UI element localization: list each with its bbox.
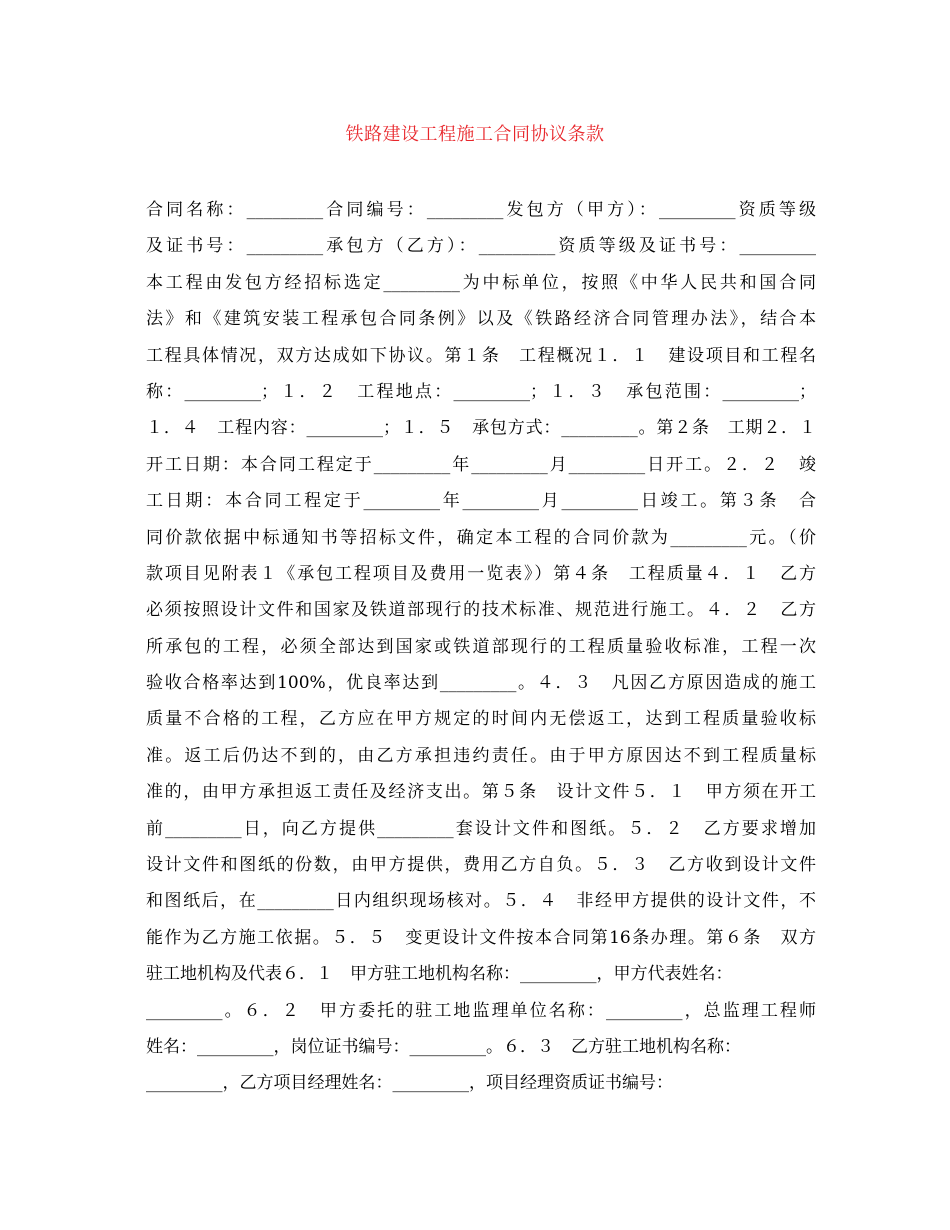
body-line: 合同名称：_________合同编号：_________发包方（甲方）：_________资质等级	[146, 200, 816, 220]
body-line: 必须按照设计文件和国家及铁道部现行的技术标准、规范进行施工。４．２ 乙方	[146, 600, 816, 621]
body-line: 前_________日，向乙方提供_________套设计文件和图纸。５．２ 乙方要求增加	[146, 818, 816, 839]
body-line: 开工日期：本合同工程定于_________年_________月_________日开工。２．２ 竣	[146, 454, 816, 475]
body-line: _________，乙方项目经理姓名：_________，项目经理资质证书编号：	[146, 1073, 673, 1094]
body-line: 能作为乙方施工依据。５．５ 变更设计文件按本合同第16条办理。第６条 双方	[146, 927, 816, 948]
document-title: 铁路建设工程施工合同协议条款	[345, 124, 605, 145]
body-line: 姓名：_________，岗位证书编号：_________。６．３ 乙方驻工地机构名称：	[146, 1036, 741, 1057]
body-line: 质量不合格的工程，乙方应在甲方规定的时间内无偿返工，达到工程质量验收标	[146, 709, 816, 730]
body-line: 称：_________；１．２ 工程地点：_________；１．３ 承包范围：_________；	[146, 381, 816, 402]
body-line: 及证书号：_________承包方（乙方）：_________资质等级及证书号：_________	[146, 236, 816, 257]
body-line: 准。返工后仍达不到的，由乙方承担违约责任。由于甲方原因达不到工程质量标	[146, 745, 816, 766]
body-line: _________。６．２ 甲方委托的驻工地监理单位名称：_________，总监理工程师	[146, 1000, 816, 1021]
body-line: 和图纸后，在_________日内组织现场核对。５．４ 非经甲方提供的设计文件，不	[146, 891, 816, 912]
body-line: 驻工地机构及代表６．１ 甲方驻工地机构名称：_________，甲方代表姓名：	[146, 964, 733, 985]
body-line: 所承包的工程，必须全部达到国家或铁道部现行的工程质量验收标准，工程一次	[146, 636, 816, 657]
body-line: 准的，由甲方承担返工责任及经济支出。第５条 设计文件５．１ 甲方须在开工	[146, 782, 816, 803]
body-line: 款项目见附表１《承包工程项目及费用一览表》）第４条 工程质量４．１ 乙方	[146, 563, 816, 584]
body-line: 法》和《建筑安装工程承包合同条例》以及《铁路经济合同管理办法》，结合本	[146, 309, 816, 330]
document-body	[146, 192, 816, 1102]
body-line: 工日期：本合同工程定于_________年_________月_________日竣工。第３条 合	[146, 491, 816, 512]
body-line: 验收合格率达到100%，优良率达到_________。４．３ 凡因乙方原因造成的施工	[146, 673, 816, 694]
body-line: 同价款依据中标通知书等招标文件，确定本工程的合同价款为_________元。（价	[146, 527, 816, 548]
body-line: 设计文件和图纸的份数，由甲方提供，费用乙方自负。５．３ 乙方收到设计文件	[146, 855, 816, 876]
body-line: 本工程由发包方经招标选定_________为中标单位，按照《中华人民共和国合同	[146, 272, 816, 293]
body-line: １．４ 工程内容：_________；１．５ 承包方式：_________。第２条 工期２．１	[146, 418, 816, 439]
body-line: 工程具体情况，双方达成如下协议。第１条 工程概况１．１ 建设项目和工程名	[146, 345, 816, 366]
